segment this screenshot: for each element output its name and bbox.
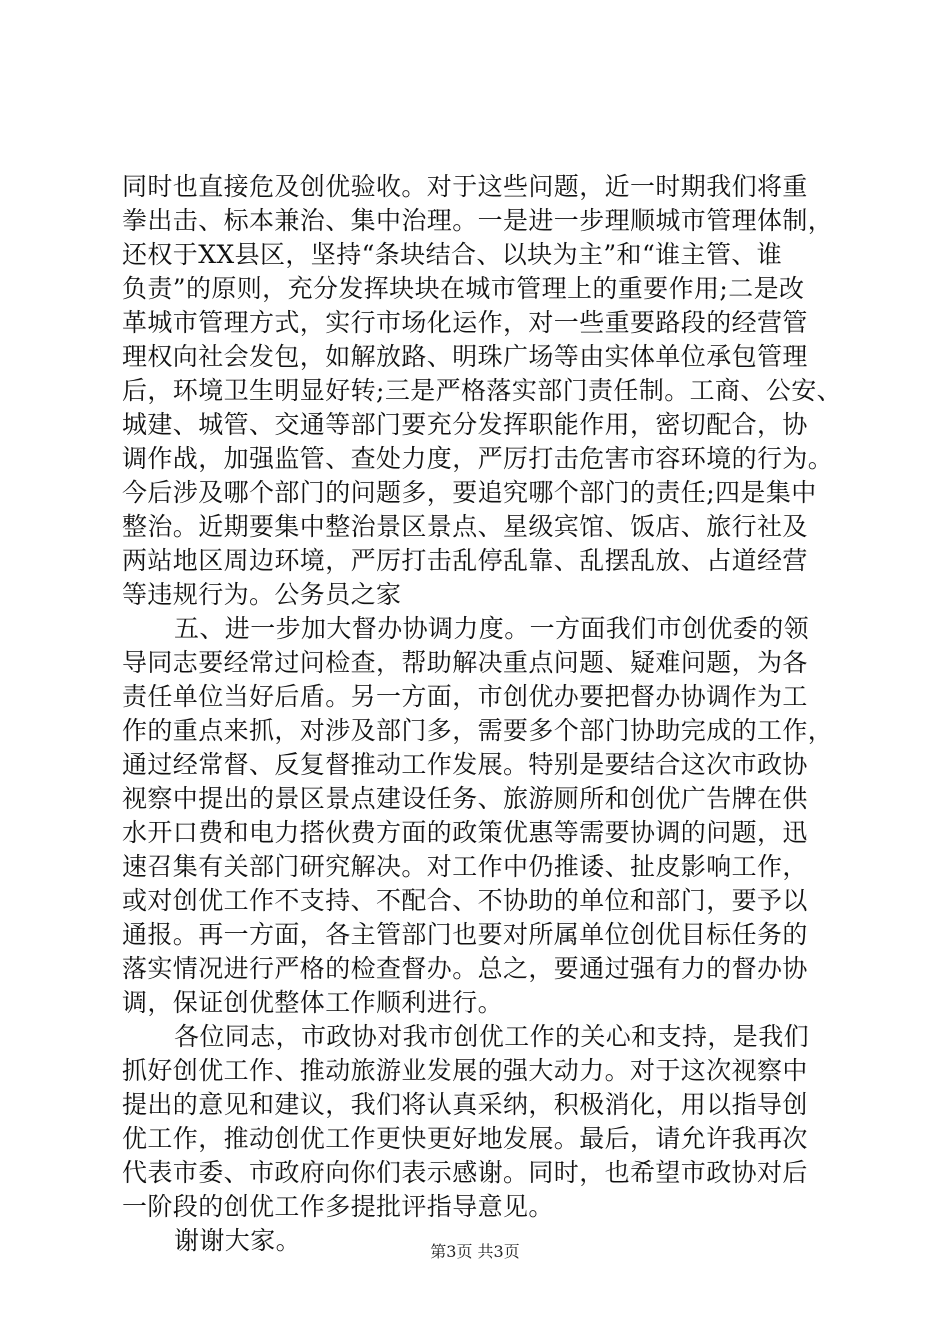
- text-line: 视察中提出的景区景点建设任务、旅游厕所和创优广告牌在供: [122, 784, 808, 813]
- text-line: 落实情况进行严格的检查督办。总之，要通过强有力的督办协: [122, 954, 808, 983]
- text-line: 调作战，加强监管、查处力度，严厉打击危害市容环境的行为。: [122, 444, 834, 473]
- text-line: 整治。近期要集中整治景区景点、星级宾馆、饭店、旅行社及: [122, 512, 808, 541]
- text-line: 后，环境卫生明显好转;三是严格落实部门责任制。工商、公安、: [122, 376, 843, 405]
- text-line: 导同志要经常过问检查，帮助解决重点问题、疑难问题，为各: [122, 648, 808, 677]
- text-line: 通过经常督、反复督推动工作发展。特别是要结合这次市政协: [122, 750, 808, 779]
- text-line: 提出的意见和建议，我们将认真采纳，积极消化，用以指导创: [122, 1090, 808, 1119]
- text-line: 拳出击、标本兼治、集中治理。一是进一步理顺城市管理体制，: [122, 206, 834, 235]
- text-line: 今后涉及哪个部门的问题多，要追究哪个部门的责任;四是集中: [122, 478, 817, 507]
- text-line: 两站地区周边环境，严厉打击乱停乱靠、乱摆乱放、占道经营: [122, 546, 808, 575]
- text-line: 负责”的原则，充分发挥块块在城市管理上的重要作用;二是改: [122, 274, 805, 303]
- text-line: 还权于XX县区，坚持“条块结合、以块为主”和“谁主管、谁: [122, 240, 783, 269]
- paragraph-closing: [122, 1020, 834, 1224]
- text-line: 作的重点来抓，对涉及部门多，需要多个部门协助完成的工作，: [122, 716, 834, 745]
- text-line: 各位同志，市政协对我市创优工作的关心和支持，是我们: [174, 1022, 810, 1051]
- text-line: 优工作，推动创优工作更快更好地发展。最后，请允许我再次: [122, 1124, 808, 1153]
- text-line: 代表市委、市政府向你们表示感谢。同时，也希望市政协对后: [122, 1158, 808, 1187]
- text-line: 或对创优工作不支持、不配合、不协助的单位和部门，要予以: [122, 886, 808, 915]
- page-footer: 第3页 共3页: [430, 1242, 520, 1261]
- text-line: 同时也直接危及创优验收。对于这些问题，近一时期我们将重: [122, 172, 808, 201]
- text-line: 一阶段的创优工作多提批评指导意见。: [122, 1192, 554, 1221]
- text-line: 理权向社会发包，如解放路、明珠广场等由实体单位承包管理: [122, 342, 808, 371]
- text-line: 速召集有关部门研究解决。对工作中仍推诿、扯皮影响工作，: [122, 852, 808, 881]
- document-body: [122, 170, 843, 1258]
- text-line: 等违规行为。公务员之家: [122, 580, 402, 609]
- text-line: 通报。再一方面，各主管部门也要对所属单位创优目标任务的: [122, 920, 808, 949]
- paragraph-section-five: [122, 612, 834, 1020]
- text-line: 责任单位当好后盾。另一方面，市创优办要把督办协调作为工: [122, 682, 808, 711]
- text-line: 谢谢大家。: [174, 1226, 302, 1255]
- paragraph-continuation: [122, 170, 843, 612]
- text-line: 抓好创优工作、推动旅游业发展的强大动力。对于这次视察中: [122, 1056, 808, 1085]
- text-line: 五、进一步加大督办协调力度。一方面我们市创优委的领: [174, 614, 810, 643]
- text-line: 革城市管理方式，实行市场化运作，对一些重要路段的经营管: [122, 308, 808, 337]
- text-line: 调，保证创优整体工作顺利进行。: [122, 988, 504, 1017]
- text-line: 城建、城管、交通等部门要充分发挥职能作用，密切配合，协: [122, 410, 808, 439]
- text-line: 水开口费和电力搭伙费方面的政策优惠等需要协调的问题，迅: [122, 818, 808, 847]
